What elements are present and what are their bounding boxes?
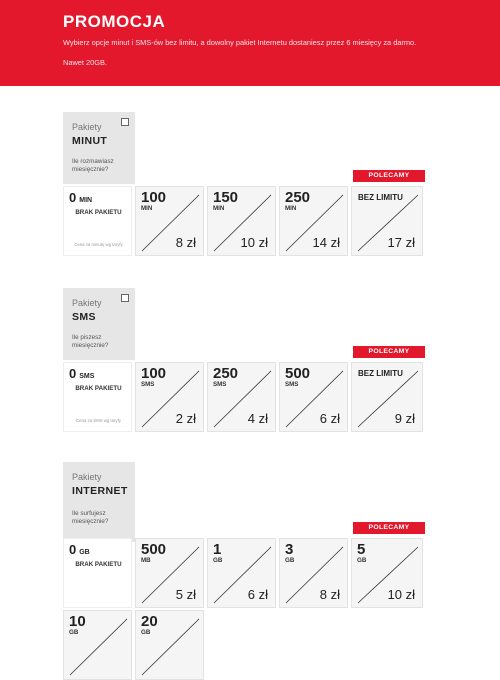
internet-option-5gb[interactable]: [351, 538, 423, 608]
option-unit: GB: [141, 629, 151, 636]
option-price: 6 zł: [247, 587, 268, 602]
option-unit: MB: [141, 557, 151, 564]
option-unit: GB: [285, 557, 295, 564]
option-value: 150: [213, 189, 239, 206]
option-price: 4 zł: [247, 411, 268, 426]
minutes-option-250[interactable]: [279, 186, 348, 256]
sms-option-250[interactable]: [207, 362, 276, 432]
option-price: 6 zł: [319, 411, 340, 426]
option-unit: SMS: [285, 381, 299, 388]
option-subtitle: BRAK PAKIETU: [75, 209, 122, 216]
option-unit: MIN: [213, 205, 225, 212]
option-price: 5 zł: [175, 587, 196, 602]
option-value: 500: [285, 365, 311, 382]
minutes-question: Ile rozmawiasz miesięcznie?: [72, 158, 114, 173]
option-unit: SMS: [79, 373, 95, 380]
option-price: 17 zł: [387, 235, 415, 250]
option-value: BEZ LIMITU: [358, 193, 403, 202]
option-price: 9 zł: [394, 411, 415, 426]
option-value: 10: [69, 613, 86, 630]
option-unit: GB: [357, 557, 367, 564]
sms-option-500[interactable]: [279, 362, 348, 432]
minutes-section: [63, 112, 433, 260]
option-price: 8 zł: [319, 587, 340, 602]
option-value: BEZ LIMITU: [358, 369, 403, 378]
minutes-option-unlimited[interactable]: [351, 186, 423, 256]
sms-option-unlimited[interactable]: [351, 362, 423, 432]
option-unit: SMS: [213, 381, 227, 388]
promo-description: Wybierz opcje minut i SMS-ów bez limitu, a dowolny pakiet Internetu dostaniesz przez 6 miesięcy za darmo. Nawet 20GB.: [63, 38, 417, 67]
option-price: 10 zł: [387, 587, 415, 602]
option-price: 2 zł: [175, 411, 196, 426]
promo-title: PROMOCJA: [63, 12, 166, 31]
promo-banner: [0, 0, 500, 86]
option-subtitle: BRAK PAKIETU: [75, 385, 122, 392]
minutes-header: [63, 112, 135, 184]
sms-checkbox[interactable]: [121, 294, 129, 302]
recommended-badge: POLECAMY: [353, 522, 425, 534]
internet-option-none[interactable]: [63, 538, 132, 608]
option-unit: GB: [213, 557, 223, 564]
recommended-badge: POLECAMY: [353, 170, 425, 182]
option-value: 5: [357, 541, 366, 558]
minutes-option-100[interactable]: [135, 186, 204, 256]
option-value: 100: [141, 365, 167, 382]
sms-label: SMS: [72, 311, 96, 323]
sms-section: [63, 288, 433, 436]
option-note: Cena za minutę wg taryfy: [74, 242, 123, 247]
minutes-option-none[interactable]: [63, 186, 132, 256]
option-value: 100: [141, 189, 167, 206]
internet-option-1gb[interactable]: [207, 538, 276, 608]
option-value: 20: [141, 613, 158, 630]
option-note: Cena za SMS wg taryfy: [76, 418, 121, 423]
sms-option-none[interactable]: [63, 362, 132, 432]
option-unit: GB: [69, 629, 79, 636]
option-value: 0: [69, 542, 77, 557]
option-unit: MIN: [79, 197, 93, 204]
option-price: 10 zł: [240, 235, 268, 250]
option-unit: SMS: [141, 381, 155, 388]
minutes-option-150[interactable]: [207, 186, 276, 256]
minutes-label-small: Pakiety: [72, 122, 102, 132]
option-value: 250: [213, 365, 239, 382]
option-value: 500: [141, 541, 167, 558]
option-price: 14 zł: [312, 235, 340, 250]
option-price: 8 zł: [175, 235, 196, 250]
option-value: 0: [69, 190, 77, 205]
option-value: 3: [285, 541, 294, 558]
internet-header: [63, 462, 135, 542]
internet-section: [63, 462, 433, 644]
option-unit: GB: [79, 549, 90, 556]
option-subtitle: BRAK PAKIETU: [75, 561, 122, 568]
option-unit: MIN: [285, 205, 297, 212]
minutes-label: MINUT: [72, 135, 108, 147]
internet-label: INTERNET: [72, 485, 128, 497]
internet-option-10gb[interactable]: [63, 610, 132, 680]
sms-option-100[interactable]: [135, 362, 204, 432]
option-value: 250: [285, 189, 311, 206]
option-value: 1: [213, 541, 222, 558]
recommended-badge: POLECAMY: [353, 346, 425, 358]
sms-label-small: Pakiety: [72, 298, 102, 308]
option-value: 0: [69, 366, 77, 381]
internet-option-3gb[interactable]: [279, 538, 348, 608]
minutes-checkbox[interactable]: [121, 118, 129, 126]
internet-question: Ile surfujesz miesięcznie?: [72, 510, 109, 525]
option-unit: MIN: [141, 205, 153, 212]
sms-question: Ile piszesz miesięcznie?: [72, 334, 109, 349]
internet-option-20gb[interactable]: [135, 610, 204, 680]
internet-option-500mb[interactable]: [135, 538, 204, 608]
sms-header: [63, 288, 135, 360]
internet-label-small: Pakiety: [72, 472, 102, 482]
